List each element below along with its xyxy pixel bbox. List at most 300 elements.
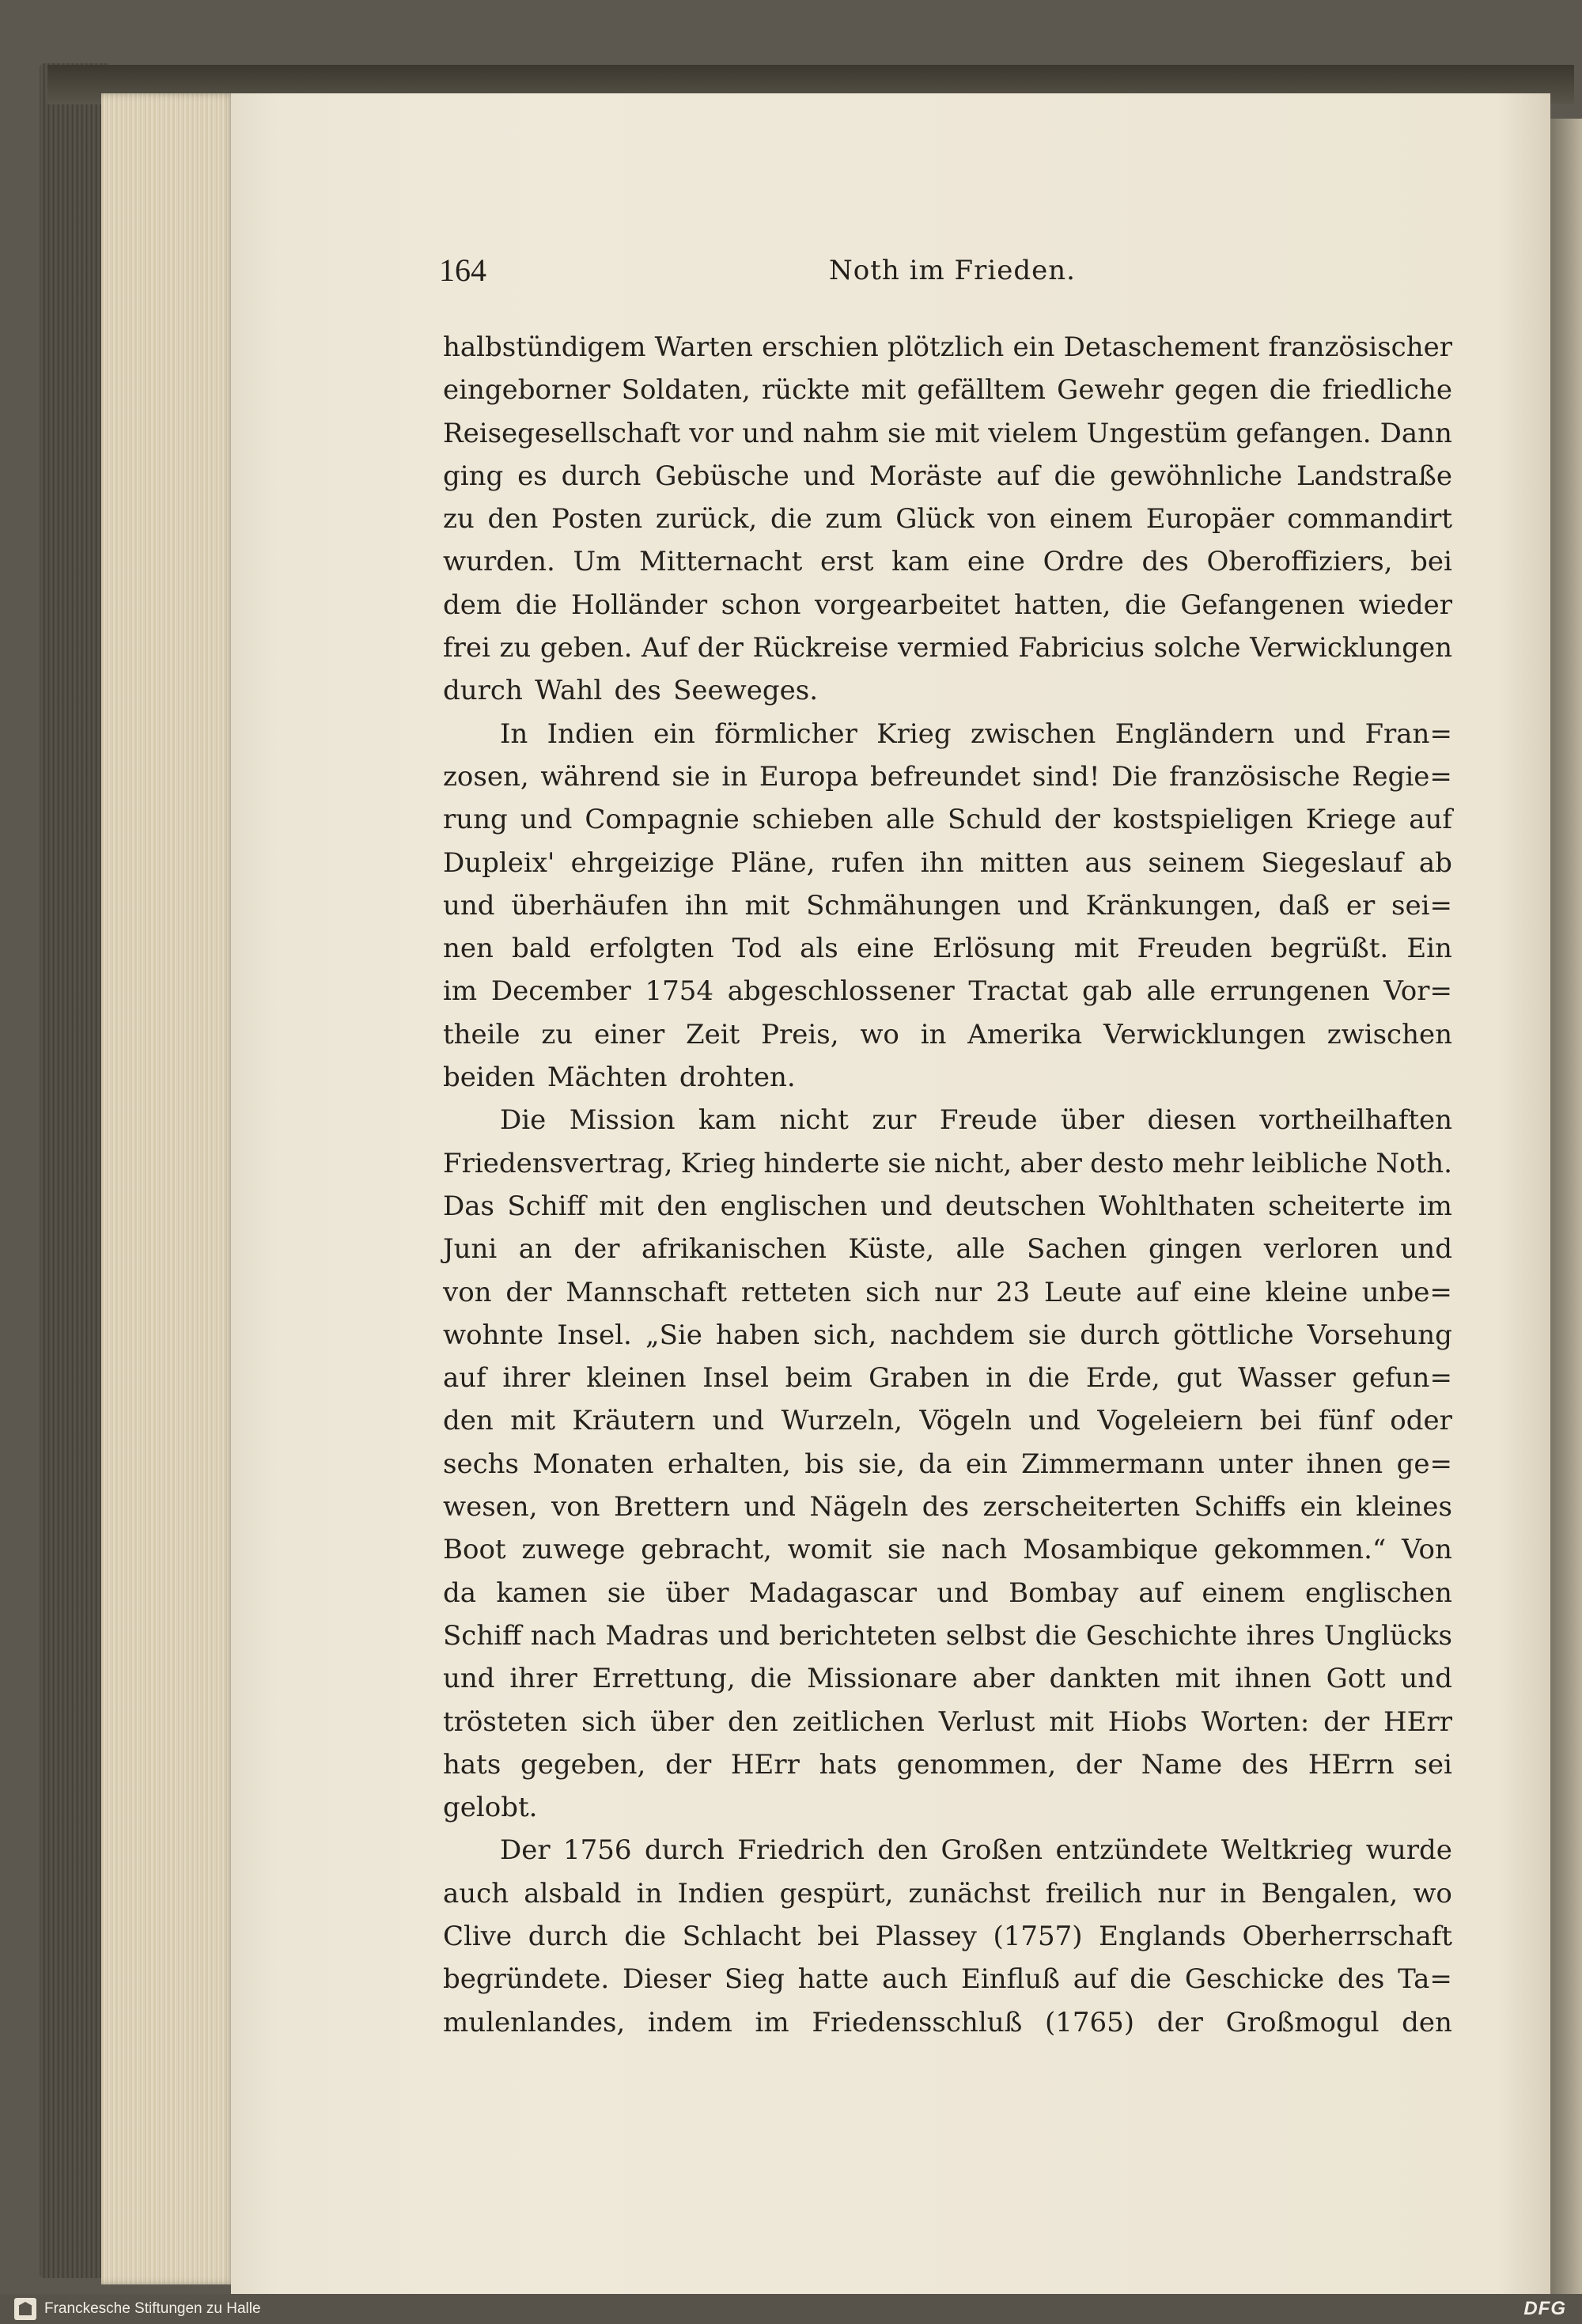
- word: gut: [1176, 1362, 1222, 1395]
- word: Ta=: [1398, 1963, 1452, 1996]
- word: über: [650, 1705, 714, 1738]
- word: ihres: [1246, 1619, 1315, 1652]
- word: ein: [1300, 1491, 1342, 1523]
- word: In: [500, 717, 528, 750]
- word: Bombay: [1009, 1576, 1119, 1609]
- word: trösteten: [443, 1705, 568, 1738]
- text-line: [443, 1486, 1452, 1528]
- word: hatten,: [1014, 589, 1111, 621]
- word: Friedensvertrag,: [443, 1147, 673, 1179]
- word: gekommen.“: [1213, 1534, 1387, 1566]
- word: hatte: [797, 1963, 869, 1996]
- word: Noth.: [1376, 1147, 1452, 1179]
- word: selbst: [945, 1619, 1027, 1652]
- word: plötzlich: [887, 331, 1005, 363]
- text-line: [443, 1786, 1452, 1829]
- word: Auf: [642, 632, 689, 664]
- word: Freuden: [1137, 933, 1253, 965]
- word: Moräste: [869, 460, 983, 492]
- text-line: [443, 2001, 1452, 2044]
- word: des: [614, 675, 661, 707]
- text-line: [443, 369, 1452, 411]
- word: Pläne,: [730, 846, 816, 879]
- word: Tod: [732, 933, 782, 965]
- word: sei: [1414, 1748, 1452, 1781]
- word: sich,: [813, 1319, 877, 1351]
- word: den: [877, 1834, 929, 1867]
- word: Einfluß: [961, 1963, 1060, 1996]
- word: Erde,: [1085, 1362, 1160, 1395]
- word: die: [750, 1663, 793, 1695]
- word: und: [744, 1491, 797, 1523]
- word: sie: [1028, 1319, 1067, 1351]
- word: erhalten,: [667, 1448, 791, 1480]
- word: Verwicklungen: [1250, 632, 1452, 664]
- word: Oberoffiziers,: [1206, 546, 1393, 578]
- word: drohten.: [679, 1062, 796, 1094]
- word: Clive: [443, 1920, 513, 1952]
- word: während: [540, 760, 660, 793]
- word: 23: [995, 1276, 1031, 1308]
- word: Reisegesellschaft: [443, 417, 681, 449]
- word: auch: [443, 1877, 509, 1910]
- word: Dupleix': [443, 846, 555, 879]
- word: Friedensschluß: [812, 2006, 1023, 2038]
- word: mit: [934, 417, 980, 449]
- word: Der: [500, 1834, 551, 1867]
- word: auf: [1073, 1963, 1117, 1996]
- word: berichteten: [778, 1619, 937, 1652]
- word: geben.: [539, 632, 633, 664]
- word: Holländer: [571, 589, 708, 621]
- word: Krieg: [680, 1147, 756, 1179]
- word: Weltkrieg: [1221, 1834, 1353, 1867]
- word: den: [443, 1405, 494, 1437]
- word: bis: [804, 1448, 845, 1480]
- text-line: [443, 1056, 1452, 1099]
- word: gab: [1081, 975, 1133, 1008]
- word: Amerika: [967, 1018, 1083, 1050]
- word: indem: [647, 2006, 732, 2038]
- word: an: [518, 1233, 552, 1266]
- word: der: [1075, 1748, 1122, 1781]
- word: Gewehr: [1057, 374, 1164, 407]
- word: Europäer: [1145, 503, 1274, 536]
- text-line: [443, 927, 1452, 970]
- word: ihn: [920, 846, 964, 879]
- word: nachdem: [890, 1319, 1015, 1351]
- word: sei=: [1391, 889, 1452, 922]
- word: Mosambique: [1023, 1534, 1198, 1566]
- word: Soldaten,: [621, 374, 751, 407]
- word: erst: [819, 546, 874, 578]
- word: sich: [581, 1705, 637, 1738]
- word: beim: [785, 1362, 853, 1395]
- book-cover-edge: [40, 63, 111, 2278]
- text-line: [443, 1743, 1452, 1786]
- word: des: [922, 1491, 970, 1523]
- word: nach: [941, 1534, 1008, 1566]
- word: über: [665, 1576, 729, 1609]
- word: die: [1028, 1362, 1070, 1395]
- word: Seeweges.: [673, 675, 819, 707]
- word: ab: [1418, 846, 1452, 879]
- word: aber: [972, 1663, 1035, 1695]
- word: gefun=: [1352, 1362, 1452, 1395]
- text-line: [443, 584, 1452, 626]
- text-line: [443, 498, 1452, 540]
- word: Die: [1111, 760, 1158, 793]
- dfg-logo[interactable]: DFG: [1523, 2298, 1566, 2319]
- word: und: [803, 460, 856, 492]
- word: Fabricius: [1018, 632, 1145, 664]
- word: unbe=: [1361, 1276, 1452, 1308]
- word: Warten: [654, 331, 753, 363]
- word: den: [657, 1190, 708, 1222]
- word: zerscheiterten: [982, 1491, 1180, 1523]
- text-line: [443, 455, 1452, 498]
- word: ein: [965, 1448, 1008, 1480]
- word: gingen: [1149, 1233, 1243, 1266]
- word: der: [505, 1276, 552, 1308]
- word: begrüßt.: [1270, 933, 1389, 965]
- word: als: [800, 933, 838, 965]
- word: Küste,: [848, 1233, 935, 1266]
- word: zu: [443, 503, 475, 536]
- text-line: [443, 669, 1452, 712]
- word: der: [1323, 1705, 1370, 1738]
- word: Wurzeln,: [781, 1405, 903, 1437]
- word: abgeschlossener: [727, 975, 955, 1008]
- word: genommen,: [896, 1748, 1057, 1781]
- word: im: [755, 2006, 789, 2038]
- word: vortheilhaften: [1259, 1104, 1452, 1137]
- word: zunächst: [908, 1877, 1031, 1910]
- text-line: [443, 1142, 1452, 1185]
- word: Friedrich: [737, 1834, 865, 1867]
- footer-institution[interactable]: [0, 2298, 261, 2320]
- word: scheiterte: [1268, 1190, 1406, 1222]
- word: Gebüsche: [655, 460, 789, 492]
- institution-logo-icon: [14, 2298, 36, 2320]
- word: in: [1220, 1877, 1247, 1910]
- word: und: [712, 1405, 765, 1437]
- word: Mitternacht: [639, 546, 803, 578]
- word: kostspieligen: [1112, 804, 1293, 836]
- word: von: [443, 1276, 492, 1308]
- word: mit: [861, 374, 906, 407]
- word: diesen: [1147, 1104, 1236, 1137]
- footer-bar: [0, 2294, 1582, 2324]
- word: Gefangenen: [1180, 589, 1345, 621]
- word: und: [880, 1190, 933, 1222]
- word: wohnte: [443, 1319, 544, 1351]
- word: im: [1417, 1190, 1452, 1222]
- word: zuwege: [521, 1534, 626, 1566]
- text-line: [443, 626, 1452, 669]
- word: zwischen: [970, 717, 1096, 750]
- word: gebracht,: [641, 1534, 772, 1566]
- word: mit: [1175, 1663, 1221, 1695]
- word: retteten: [740, 1276, 852, 1308]
- word: Erlösung: [933, 933, 1056, 965]
- word: alle: [1146, 975, 1196, 1008]
- word: unter: [1218, 1448, 1293, 1480]
- word: Mächten: [547, 1062, 668, 1094]
- word: sie: [887, 1534, 926, 1566]
- word: den: [728, 1705, 778, 1738]
- word: Schlacht: [682, 1920, 801, 1952]
- word: durch: [528, 1920, 608, 1952]
- running-head: Noth im Frieden.: [829, 255, 1076, 286]
- word: und: [443, 1663, 495, 1695]
- word: Ordre: [1043, 546, 1124, 578]
- word: mulenlandes,: [443, 2006, 626, 2038]
- text-line: [443, 1614, 1452, 1657]
- word: der: [697, 632, 744, 664]
- word: mit: [1049, 1705, 1094, 1738]
- word: beiden: [443, 1062, 536, 1094]
- word: und: [1028, 1405, 1081, 1437]
- word: zeitlichen: [792, 1705, 925, 1738]
- text-line: [443, 1657, 1452, 1700]
- word: mitten: [979, 846, 1069, 879]
- word: Unglücks: [1323, 1619, 1452, 1652]
- word: ihn: [684, 889, 729, 922]
- word: HErrn: [1308, 1748, 1395, 1781]
- page-edges: [101, 93, 236, 2284]
- word: bei: [817, 1920, 859, 1952]
- word: Freude: [939, 1104, 1038, 1137]
- word: wo: [1413, 1877, 1452, 1910]
- word: und: [520, 804, 573, 836]
- word: errungenen: [1209, 975, 1370, 1008]
- word: Bengalen,: [1261, 1877, 1398, 1910]
- word: begründete.: [443, 1963, 610, 1996]
- word: 1754: [645, 975, 714, 1008]
- word: Errettung,: [592, 1663, 736, 1695]
- word: ein: [1012, 331, 1055, 363]
- word: gegen: [1174, 374, 1258, 407]
- word: entzündete: [1055, 1834, 1209, 1867]
- word: und: [1293, 717, 1346, 750]
- text-line: [443, 1915, 1452, 1958]
- word: Tractat: [968, 975, 1069, 1008]
- word: Großen: [940, 1834, 1043, 1867]
- word: Plassey: [875, 1920, 977, 1952]
- text-line: [443, 755, 1452, 798]
- word: befreundet: [869, 760, 1021, 793]
- word: durch: [561, 460, 642, 492]
- word: kam: [891, 546, 950, 578]
- word: Oberherrschaft: [1242, 1920, 1452, 1952]
- word: bei: [1259, 1405, 1302, 1437]
- word: wieder: [1358, 589, 1452, 621]
- word: wesen,: [443, 1491, 538, 1523]
- word: Kräutern: [572, 1405, 696, 1437]
- word: Compagnie: [585, 804, 740, 836]
- word: „Sie: [645, 1319, 702, 1351]
- text-line: [443, 1572, 1452, 1614]
- word: alsbald: [524, 1877, 622, 1910]
- text-line: [443, 1829, 1452, 1872]
- word: verloren: [1263, 1233, 1379, 1266]
- text-line: [443, 540, 1452, 583]
- word: schon: [721, 589, 801, 621]
- word: des: [1241, 1748, 1289, 1781]
- word: Fran=: [1364, 717, 1452, 750]
- text-line: [443, 884, 1452, 927]
- text-line: [443, 970, 1452, 1012]
- word: von: [987, 503, 1037, 536]
- word: förmlicher: [714, 717, 857, 750]
- word: zosen,: [443, 760, 529, 793]
- word: von: [551, 1491, 600, 1523]
- word: Verwicklungen: [1103, 1018, 1306, 1050]
- word: oder: [1390, 1405, 1452, 1437]
- word: Dann: [1380, 417, 1452, 449]
- word: englischen: [720, 1190, 868, 1222]
- word: es: [517, 460, 547, 492]
- word: Hiobs: [1107, 1705, 1187, 1738]
- word: mit: [1073, 933, 1119, 965]
- word: und: [742, 417, 794, 449]
- word: und: [1400, 1233, 1452, 1266]
- word: da: [918, 1448, 952, 1480]
- word: vermied: [898, 632, 1009, 664]
- word: kleinen: [586, 1362, 687, 1395]
- word: deutschen: [944, 1190, 1086, 1222]
- page-number: 164: [439, 252, 486, 288]
- word: Worten:: [1201, 1705, 1310, 1738]
- word: über: [1061, 1104, 1125, 1137]
- word: und: [1400, 1663, 1452, 1695]
- word: HErr: [730, 1748, 800, 1781]
- word: Boot: [443, 1534, 506, 1566]
- word: Wohlthaten: [1099, 1190, 1255, 1222]
- word: ihnen: [1306, 1448, 1383, 1480]
- word: wo: [860, 1018, 899, 1050]
- word: Gott: [1326, 1663, 1386, 1695]
- word: Name: [1141, 1748, 1223, 1781]
- word: Krieg: [876, 717, 952, 750]
- word: auf: [1138, 1576, 1183, 1609]
- word: HErr: [1383, 1705, 1452, 1738]
- word: der: [573, 1233, 620, 1266]
- word: durch: [644, 1834, 725, 1867]
- word: Die: [500, 1104, 547, 1137]
- word: die: [1054, 460, 1096, 492]
- word: Glück: [895, 503, 975, 536]
- word: nur: [934, 1276, 982, 1308]
- word: sie: [672, 760, 710, 793]
- word: zu: [499, 632, 532, 664]
- word: freilich: [1045, 1877, 1143, 1910]
- word: kam: [698, 1104, 757, 1137]
- word: der: [1054, 804, 1100, 836]
- text-line: [443, 1443, 1452, 1486]
- word: zurück,: [655, 503, 758, 536]
- text-line: [443, 1271, 1452, 1314]
- word: Vogeleiern: [1097, 1405, 1243, 1437]
- word: englischen: [1304, 1576, 1452, 1609]
- word: Das: [443, 1190, 494, 1222]
- word: frei: [443, 632, 490, 664]
- word: da: [443, 1576, 477, 1609]
- word: durch: [1080, 1319, 1160, 1351]
- word: den: [487, 503, 539, 536]
- word: Schiff: [507, 1190, 586, 1222]
- word: Mission: [569, 1104, 676, 1137]
- word: erfolgten: [589, 933, 714, 965]
- word: in: [721, 760, 748, 793]
- word: gewöhnliche: [1110, 460, 1283, 492]
- word: vielem: [988, 417, 1078, 449]
- word: und: [717, 1619, 770, 1652]
- word: Um: [573, 546, 622, 578]
- word: göttliche: [1173, 1319, 1294, 1351]
- word: nach: [530, 1619, 596, 1652]
- word: sechs: [443, 1448, 519, 1480]
- word: Siegeslauf: [1261, 846, 1403, 879]
- text-line: [443, 1314, 1452, 1357]
- word: rufen: [831, 846, 905, 879]
- word: in: [986, 1362, 1012, 1395]
- word: Geschichte: [1085, 1619, 1238, 1652]
- word: kleines: [1356, 1491, 1452, 1523]
- word: nicht: [779, 1104, 849, 1137]
- word: mit: [744, 889, 790, 922]
- word: Missionare: [807, 1663, 958, 1695]
- word: ge=: [1396, 1448, 1452, 1480]
- word: Rückreise: [752, 632, 889, 664]
- word: die: [1035, 1619, 1077, 1652]
- word: alle: [956, 1233, 1005, 1266]
- word: die: [624, 1920, 666, 1952]
- word: auf: [1136, 1276, 1179, 1308]
- word: rückte: [761, 374, 850, 407]
- word: eine: [967, 546, 1025, 578]
- word: mehr: [1171, 1147, 1244, 1179]
- word: Detaschement: [1063, 331, 1260, 363]
- word: Dieser: [622, 1963, 712, 1996]
- word: leibliche: [1251, 1147, 1368, 1179]
- word: den: [1402, 2006, 1452, 2038]
- word: vorgearbeitet: [815, 589, 1001, 621]
- word: die: [1269, 374, 1311, 407]
- word: nahm: [802, 417, 880, 449]
- word: theile: [443, 1018, 520, 1050]
- word: Landstraße: [1296, 460, 1452, 492]
- institution-label: Franckesche Stiftungen zu Halle: [44, 2300, 261, 2317]
- word: Juni: [443, 1233, 498, 1266]
- word: einem: [1049, 503, 1134, 536]
- word: Sachen: [1027, 1233, 1127, 1266]
- word: gefangen.: [1236, 417, 1372, 449]
- text-line: [443, 713, 1452, 755]
- text-line: [443, 1701, 1452, 1743]
- word: ein: [653, 717, 695, 750]
- word: afrikanischen: [641, 1233, 827, 1266]
- word: Wasser: [1238, 1362, 1336, 1395]
- word: daß: [1278, 889, 1330, 922]
- text-line: [443, 798, 1452, 841]
- word: dem: [443, 589, 502, 621]
- word: sie: [607, 1576, 646, 1609]
- word: durch: [443, 675, 523, 707]
- word: December: [490, 975, 631, 1008]
- word: die: [515, 589, 558, 621]
